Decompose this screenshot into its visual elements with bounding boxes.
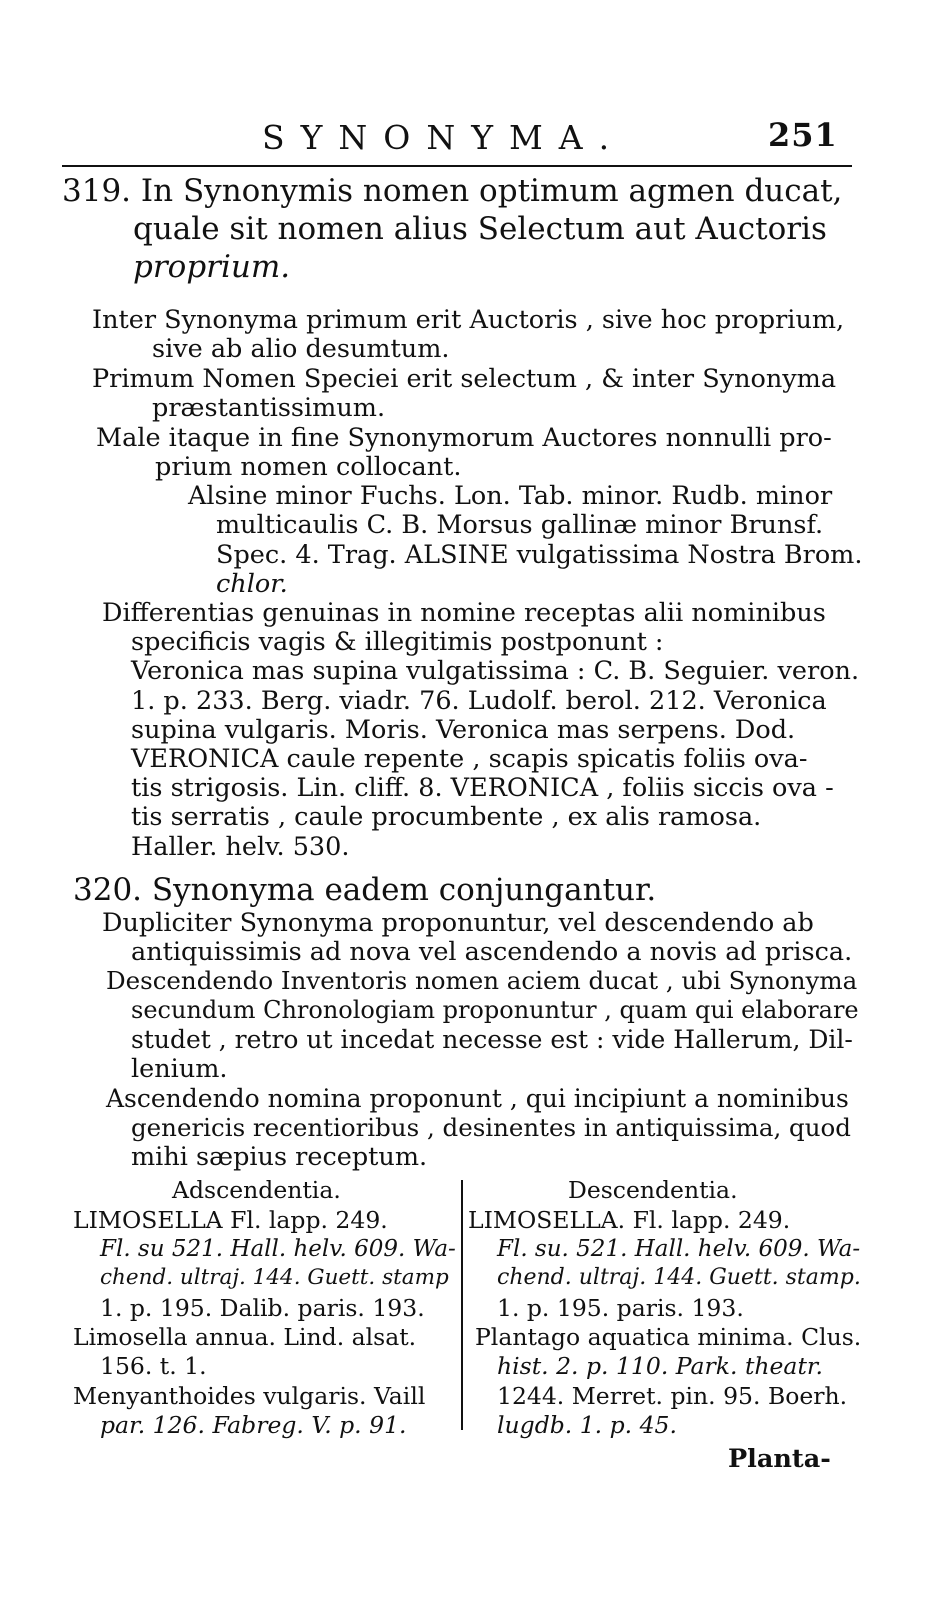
right-column-line: lugdb. 1. p. 45. — [497, 1411, 677, 1439]
section-319-example-line: 1. p. 233. Berg. viadr. 76. Ludolf. berol. 212. Veronica — [131, 686, 827, 716]
section-320-text-line: genericis recentioribus , desinentes in antiquissima, quod — [131, 1113, 851, 1142]
right-column-line: Fl. su. 521. Hall. helv. 609. Wa- — [497, 1236, 861, 1262]
section-319-text-line: Primum Nomen Speciei erit selectum , & inter Synonyma — [92, 364, 837, 394]
section-319-text-line: sive ab alio desumtum. — [152, 334, 450, 364]
page-number: 251 — [768, 116, 838, 154]
catchword: Planta- — [728, 1444, 831, 1474]
section-320-text-line: secundum Chronologiam proponuntur , quam qui elaborare — [131, 996, 859, 1024]
section-320-text-line: mihi sæpius receptum. — [131, 1142, 428, 1172]
left-column-line: Menyanthoides vulgaris. Vaill — [73, 1382, 426, 1410]
right-column-line: 1. p. 195. paris. 193. — [497, 1294, 744, 1322]
section-319-example-line: VERONICA caule repente , scapis spicatis foliis ova- — [131, 744, 808, 774]
section-319-example-line: Veronica mas supina vulgatissima : C. B. Seguier. veron. — [131, 656, 860, 686]
section-320-text-line: Ascendendo nomina proponunt , qui incipiunt a nominibus — [106, 1084, 849, 1113]
column-divider — [461, 1180, 463, 1430]
left-column-line: 156. t. 1. — [100, 1352, 207, 1380]
header-rule — [62, 165, 852, 167]
section-319-text-line: prium nomen collocant. — [155, 452, 462, 482]
left-column-line: chend. ultraj. 144. Guett. stamp — [100, 1265, 449, 1290]
section-320-text-line: Descendendo Inventoris nomen aciem ducat , ubi Synonyma — [106, 966, 858, 995]
section-319-heading-line: 319. In Synonymis nomen optimum agmen ducat, — [62, 173, 843, 209]
right-column-line: 1244. Merret. pin. 95. Boerh. — [497, 1382, 848, 1410]
right-column-heading: Descendentia. — [568, 1176, 738, 1204]
right-column-line: Plantago aquatica minima. Clus. — [475, 1323, 862, 1351]
right-column-line: chend. ultraj. 144. Guett. stamp. — [497, 1265, 861, 1290]
section-320-text-line: antiquissimis ad nova vel ascendendo a novis ad prisca. — [131, 937, 853, 967]
section-320-text-line: studet , retro ut incedat necesse est : vide Hallerum, Dil- — [131, 1025, 853, 1054]
section-320-text-line: lenium. — [131, 1054, 228, 1084]
section-319-heading-line: quale sit nomen alius Selectum aut Auctoris — [133, 211, 827, 247]
section-319-text-line: Differentias genuinas in nomine receptas alii nominibus — [102, 598, 826, 628]
section-319-example-line: Spec. 4. Trag. ALSINE vulgatissima Nostra Brom. — [216, 540, 863, 570]
left-column-line: Fl. su 521. Hall. helv. 609. Wa- — [100, 1236, 456, 1262]
section-320-heading: 320. Synonyma eadem conjungantur. — [73, 872, 657, 908]
section-319-example-line: supina vulgaris. Moris. Veronica mas serpens. Dod. — [131, 715, 796, 745]
section-319-example-line: tis serratis , caule procumbente , ex alis ramosa. — [131, 802, 762, 832]
section-319-text-line: Inter Synonyma primum erit Auctoris , sive hoc proprium, — [92, 305, 845, 335]
running-title: SYNONYMA. — [262, 118, 626, 157]
left-column-line: par. 126. Fabreg. V. p. 91. — [100, 1411, 407, 1439]
section-319-example-line: multicaulis C. B. Morsus gallinæ minor Brunsf. — [216, 510, 824, 540]
left-column-line: 1. p. 195. Dalib. paris. 193. — [100, 1294, 425, 1322]
section-319-text-line: specificis vagis & illegitimis postponunt : — [131, 627, 664, 657]
section-319-heading-line: proprium. — [133, 249, 291, 285]
section-319-example-line: tis strigosis. Lin. cliff. 8. VERONICA , foliis siccis ova - — [131, 773, 834, 803]
section-320-text-line: Dupliciter Synonyma proponuntur, vel descendendo ab — [102, 908, 814, 938]
left-column-heading: Adscendentia. — [172, 1176, 341, 1204]
left-column-line: LIMOSELLA Fl. lapp. 249. — [73, 1206, 388, 1234]
section-319-text-line: Male itaque in fine Synonymorum Auctores nonnulli pro- — [96, 423, 832, 453]
section-319-example-line: chlor. — [216, 569, 288, 599]
section-319-example-line: Haller. helv. 530. — [131, 832, 350, 862]
right-column-line: hist. 2. p. 110. Park. theatr. — [497, 1352, 824, 1380]
section-319-example-line: Alsine minor Fuchs. Lon. Tab. minor. Rudb. minor — [188, 481, 833, 511]
section-319-text-line: præstantissimum. — [152, 393, 386, 423]
right-column-line: LIMOSELLA. Fl. lapp. 249. — [468, 1206, 791, 1234]
left-column-line: Limosella annua. Lind. alsat. — [73, 1323, 417, 1351]
